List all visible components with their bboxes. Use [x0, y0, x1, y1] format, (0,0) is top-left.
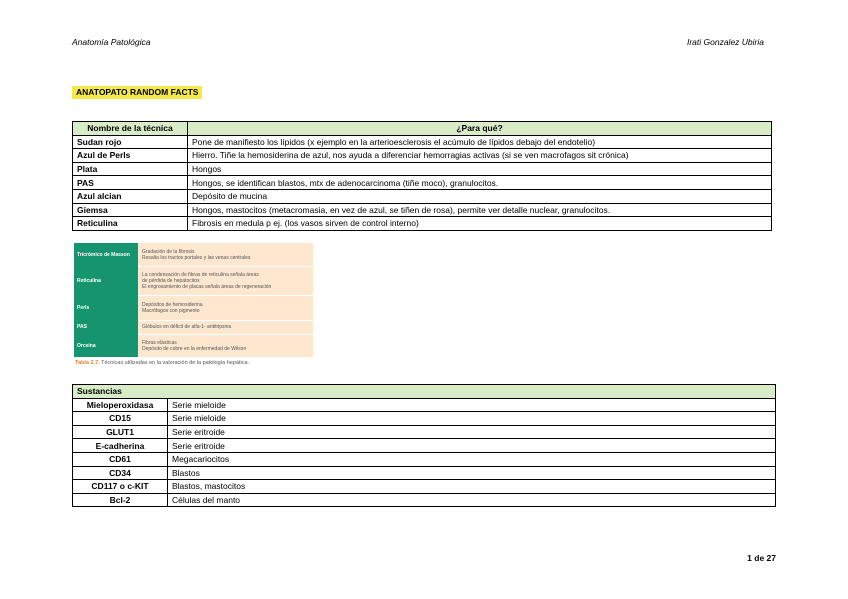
- marker-target: Blastos: [168, 466, 776, 480]
- figure-line: Gradación de la fibrosis: [142, 248, 195, 255]
- marker-name: E-cadherina: [73, 439, 168, 453]
- table-row: [73, 425, 776, 439]
- marker-target: Serie mieloide: [168, 412, 776, 426]
- table-row: [73, 217, 772, 231]
- figure-line: de pérdida de hepatocitos: [142, 277, 200, 284]
- figure-row-text: [138, 295, 313, 320]
- table-row: [73, 176, 772, 190]
- liver-techniques-figure: [74, 243, 313, 357]
- marker-name: Bcl-2: [73, 493, 168, 507]
- technique-use: Hongos: [188, 162, 772, 176]
- column-header: Nombre de la técnica: [73, 122, 188, 136]
- column-header: Sustancias: [73, 385, 776, 399]
- marker-target: Serie eritroide: [168, 425, 776, 439]
- figure-line: Macrófagos con pigmento: [142, 307, 200, 314]
- figure-line: Depósitos de hemosiderina: [142, 301, 203, 308]
- figure-row-text: [138, 243, 313, 266]
- technique-use: Hongos, se identifican blastos, mtx de adenocarcinoma (tiñe moco), granulocitos.: [188, 176, 772, 190]
- marker-name: CD117 o c-KIT: [73, 480, 168, 494]
- table-header-row: [73, 385, 776, 399]
- figure-line: Fibras elásticas: [142, 339, 177, 346]
- table-row: [73, 398, 776, 412]
- table-header-row: [73, 122, 772, 136]
- header-right: Irati Gonzalez Ubiria: [686, 37, 764, 47]
- figure-line: Depósito de cobre en la enfermedad de Wilson: [142, 345, 247, 352]
- header-left: Anatomía Patológica: [72, 37, 151, 47]
- figure-row-label: Reticulina: [74, 266, 138, 295]
- table-row: [73, 466, 776, 480]
- figure-line: Glóbulos en déficit de alfa-1- antitripsina: [142, 324, 232, 330]
- table-row: [73, 493, 776, 507]
- page-number: 1 de 27: [747, 553, 776, 563]
- marker-target: Megacariocitos: [168, 452, 776, 466]
- technique-use: Pone de manifiesto los lípidos (x ejemplo en la arterioesclerosis el acúmulo de lípidos debajo del endotelio): [188, 135, 772, 149]
- column-header: ¿Para qué?: [188, 122, 772, 136]
- table-row: [73, 189, 772, 203]
- table-row: [73, 135, 772, 149]
- technique-name: Reticulina: [73, 217, 188, 231]
- figure-row-label: Perls: [74, 295, 138, 320]
- technique-name: Azul de Perls: [73, 149, 188, 163]
- table-row: [73, 162, 772, 176]
- figure-row-label: Tricrómico de Masson: [74, 243, 138, 266]
- technique-use: Hongos, mastocitos (metacromasia, en vez de azul, se tiñen de rosa), permite ver detalle nuclear, granulocitos.: [188, 203, 772, 217]
- technique-name: Azul alcian: [73, 189, 188, 203]
- table-row: [73, 149, 772, 163]
- techniques-table: [72, 121, 772, 231]
- figure-row: [74, 334, 313, 357]
- marker-name: CD61: [73, 452, 168, 466]
- caption-number: Tabla 2.7.: [75, 360, 100, 366]
- figure-line: Resalta los tractos portales y las venas centrales: [142, 254, 251, 261]
- marker-name: GLUT1: [73, 425, 168, 439]
- marker-name: Mieloperoxidasa: [73, 398, 168, 412]
- technique-use: Fibrosis en medula p ej. (los vasos sirven de control interno): [188, 217, 772, 231]
- technique-name: PAS: [73, 176, 188, 190]
- marker-name: CD34: [73, 466, 168, 480]
- page-title: ANATOPATO RANDOM FACTS: [72, 86, 202, 99]
- figure-caption: [75, 360, 249, 366]
- technique-use: Depósito de mucina: [188, 189, 772, 203]
- figure-row-label: PAS: [74, 320, 138, 334]
- figure-row-text: [138, 320, 313, 334]
- figure-row: [74, 266, 313, 296]
- marker-target: Células del manto: [168, 493, 776, 507]
- marker-name: CD15: [73, 412, 168, 426]
- figure-row-text: [138, 266, 313, 295]
- technique-name: Giemsa: [73, 203, 188, 217]
- table-row: [73, 203, 772, 217]
- table-row: [73, 412, 776, 426]
- table-row: [73, 480, 776, 494]
- figure-row-text: [138, 334, 313, 357]
- marker-target: Serie eritroide: [168, 439, 776, 453]
- figure-row-label: Orceína: [74, 334, 138, 357]
- figure-row: [74, 295, 313, 321]
- caption-text: Técnicas utilizadas en la valoración de la patología hepática.: [101, 360, 250, 366]
- figure-line: El engrosamiento de placas señala áreas de regeneración: [142, 283, 272, 290]
- figure-row: [74, 243, 313, 267]
- substances-table: [72, 384, 776, 507]
- technique-name: Plata: [73, 162, 188, 176]
- technique-name: Sudan rojo: [73, 135, 188, 149]
- marker-target: Blastos, mastocitos: [168, 480, 776, 494]
- technique-use: Hierro. Tiñe la hemosiderina de azul, nos ayuda a diferenciar hemorragias activas (si se ven macrofagos sit crónica): [188, 149, 772, 163]
- figure-row: [74, 320, 313, 335]
- figure-line: La condensación de fibras de reticulina señala áreas: [142, 271, 259, 278]
- marker-target: Serie mieloide: [168, 398, 776, 412]
- table-row: [73, 439, 776, 453]
- table-row: [73, 452, 776, 466]
